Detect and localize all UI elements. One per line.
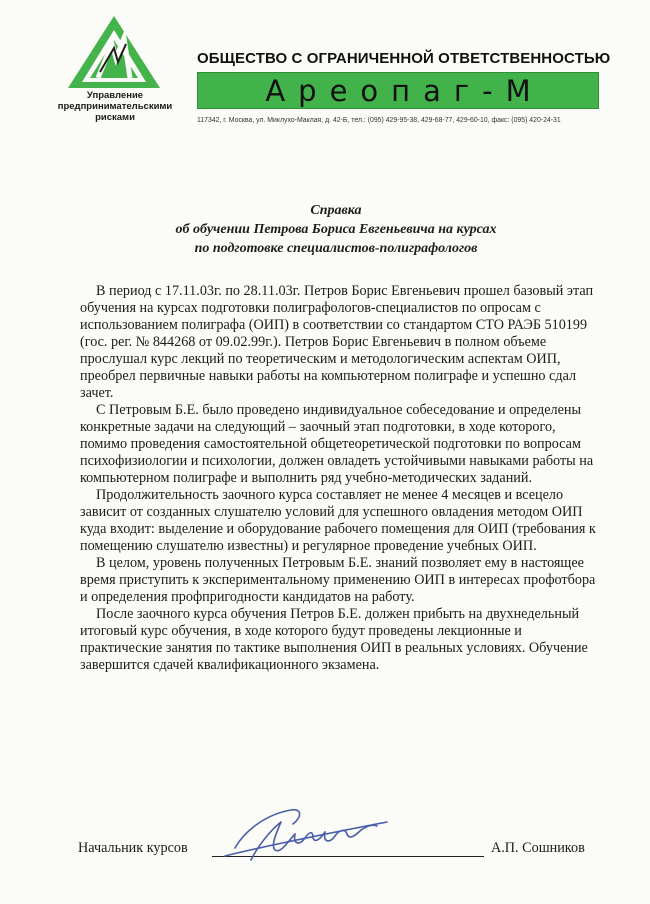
title-line-2: об обучении Петрова Бориса Евгеньевича на курсах bbox=[175, 222, 497, 237]
title-line-3: по подготовке специалистов-полиграфологов bbox=[194, 241, 478, 256]
triangle-lightning-logo-icon bbox=[60, 14, 168, 90]
paragraph-5: После заочного курса обучения Петров Б.Е. должен прибыть на двухнедельный итоговый курс обучения, в ходе которого будут проведены лекционные и практические занятия по тактике выполнения ОИП в реальных условиях. Обучение завершится сдачей квалификационного экзамена. bbox=[80, 606, 588, 673]
paragraph-3: Продолжительность заочного курса составляет не менее 4 месяцев и всецело зависит от созданных слушателю условий для успешного овладения методом ОИП куда входит: выделение и оборудование рабочего помещения для ОИП (требования к помещению слушателю известны) и регулярное проведение учебных ОИП. bbox=[80, 487, 596, 554]
handwritten-signature-icon bbox=[205, 800, 395, 870]
document-body bbox=[80, 283, 600, 674]
document-title bbox=[0, 201, 650, 258]
signer-name: А.П. Сошников bbox=[491, 840, 585, 856]
paragraph-2: С Петровым Б.Е. было проведено индивидуальное собеседование и определены конкретные задачи на следующий – заочный этап подготовки, в ходе которого, помимо проведения самостоятельной общетеоретической подготовки по вопросам психофизиологии и психологии, должен овладеть устойчивыми навыками работы на компьютерном полиграфе и выполнить ряд учебно-методических заданий. bbox=[80, 402, 594, 486]
org-name-banner bbox=[197, 72, 599, 109]
org-address: 117342, г. Москва, ул. Миклухо-Маклая, д. 42-Б, тел.: (095) 429-95-38, 429-68-77, 429-60-10, факс: (095) 420-24-31 bbox=[197, 117, 561, 124]
signer-role: Начальник курсов bbox=[78, 840, 188, 856]
paragraph-1: В период с 17.11.03г. по 28.11.03г. Петров Борис Евгеньевич прошел базовый этап обучения на курсах подготовки полиграфологов-специалистов по опросам с использованием полиграфа (ОИП) в соответствии со стандартом СТО РАЭБ 510199 (гос. рег. № 844268 от 09.02.99г.). Петров Борис Евгеньевич в полном объеме прослушал курс лекций по теоретическим и методологическим аспектам ОИП, преобрел первичные навыки работы на компьютерном полиграфе и успешно сдал зачет. bbox=[80, 283, 594, 401]
paragraph-4: В целом, уровень полученных Петровым Б.Е. знаний позволяет ему в настоящее время приступить к экспериментальному применению ОИП в интересах профотбора и определения профпригодности кандидатов на работу. bbox=[80, 555, 596, 605]
org-type: ОБЩЕСТВО С ОГРАНИЧЕННОЙ ОТВЕТСТВЕННОСТЬЮ bbox=[197, 50, 611, 67]
title-line-1: Справка bbox=[310, 203, 362, 218]
logo-caption: Управление предпринимательскими рисками bbox=[57, 90, 173, 123]
org-name: Ареопаг-М bbox=[265, 73, 544, 108]
